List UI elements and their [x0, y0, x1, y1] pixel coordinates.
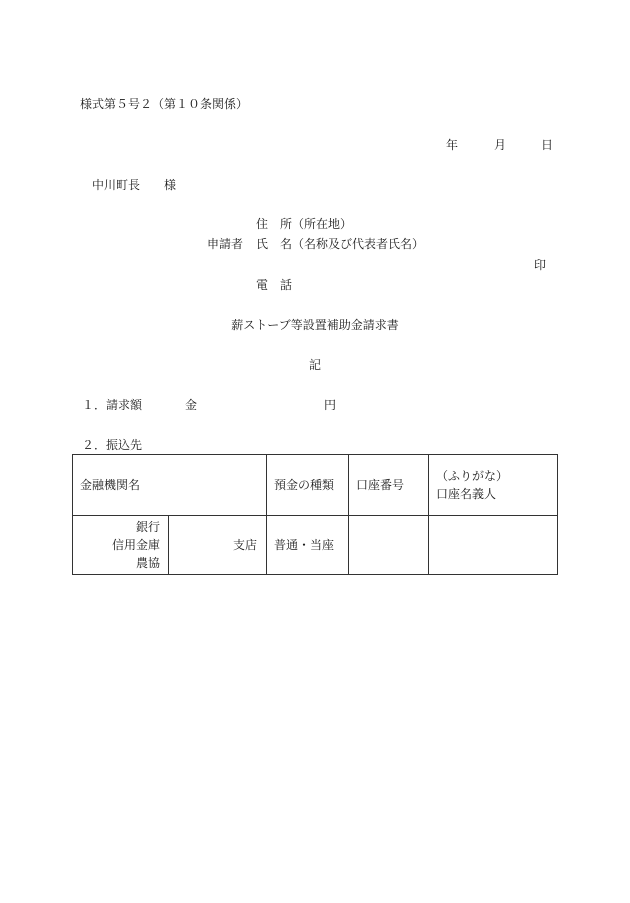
bank-account-table: [72, 454, 558, 575]
header-account-number: 口座番号: [349, 455, 429, 516]
account-holder-cell[interactable]: [429, 516, 558, 575]
ki-heading: 記: [308, 358, 321, 372]
bank-type-nokyo: 農協: [135, 556, 160, 570]
date-month-label: 月: [494, 138, 507, 152]
header-account-holder-label: 口座名義人: [436, 487, 497, 501]
phone-label: 電 話: [256, 278, 293, 292]
deposit-type-cell[interactable]: 普通・当座: [267, 516, 349, 575]
applicant-label: 申請者: [207, 237, 244, 251]
bank-type-shinkin: 信用金庫: [111, 538, 160, 552]
form-number: 様式第５号２（第１０条関係）: [80, 97, 249, 111]
address-label: 住 所（所在地）: [256, 217, 353, 231]
claim-kin-label: 金: [185, 398, 198, 412]
account-number-cell[interactable]: [349, 516, 429, 575]
bank-type-bank: 銀行: [135, 520, 160, 534]
table-header-row: [73, 455, 558, 516]
header-bank-name: 金融機関名: [73, 455, 267, 516]
branch-cell[interactable]: 支店: [169, 516, 267, 575]
seal-mark: 印: [534, 258, 547, 272]
header-deposit-type: 預金の種類: [267, 455, 349, 516]
date-day-label: 日: [541, 138, 554, 152]
header-account-holder: [429, 455, 558, 516]
header-furigana: （ふりがな）: [436, 469, 509, 483]
name-label: 氏 名（名称及び代表者氏名）: [256, 237, 425, 251]
bank-type-cell[interactable]: [73, 516, 169, 575]
claim-yen-label: 円: [324, 398, 337, 412]
document-title: 薪ストーブ等設置補助金請求書: [231, 318, 399, 332]
addressee: 中川町長 様: [92, 178, 177, 192]
date-year-label: 年: [446, 138, 459, 152]
table-row: [73, 516, 558, 575]
claim-amount-label: １．請求額: [82, 398, 143, 412]
transfer-destination-label: ２．振込先: [82, 438, 143, 452]
